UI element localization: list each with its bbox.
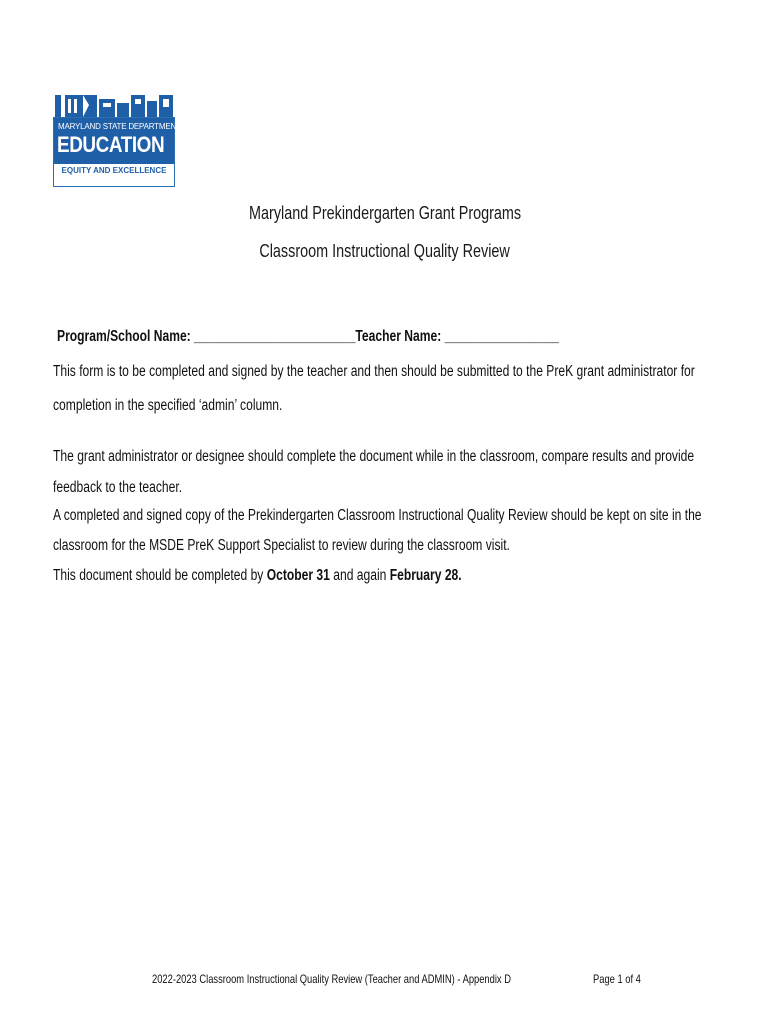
form-fields-row bbox=[57, 328, 700, 346]
logo-name: EDUCATION bbox=[57, 132, 165, 157]
title-line-2: Classroom Instructional Quality Review bbox=[259, 241, 511, 261]
teacher-name-field[interactable]: _________________ bbox=[444, 328, 559, 345]
deadline-middle: and again bbox=[329, 567, 390, 584]
paragraph-1-line-1: This form is to be completed and signed by the teacher and then should be submitted to the PreK grant administrator for bbox=[53, 363, 695, 380]
logo-box bbox=[53, 117, 194, 187]
paragraph-3-line-2: classroom for the MSDE PreK Support Specialist to review during the classroom visit. bbox=[53, 537, 510, 554]
msde-logo bbox=[53, 93, 194, 187]
paragraph-2-line-1: The grant administrator or designee should complete the document while in the classroom, compare results and provide bbox=[53, 448, 695, 465]
deadline-prefix: This document should be completed by bbox=[53, 567, 267, 584]
paragraph-1-line-2: completion in the specified ‘admin’ column. bbox=[53, 397, 283, 414]
program-name-field[interactable]: ________________________ bbox=[194, 328, 356, 345]
skyline-icon bbox=[53, 93, 175, 117]
footer-page-number: Page 1 of 4 bbox=[593, 972, 641, 986]
deadline-date-2: February 28. bbox=[389, 567, 462, 584]
deadline-sentence bbox=[53, 567, 577, 585]
paragraph-3-line-1: A completed and signed copy of the Prekindergarten Classroom Instructional Quality Review should be kept on site in the bbox=[53, 507, 702, 524]
footer-document-name: 2022-2023 Classroom Instructional Quality Review (Teacher and ADMIN) - Appendix D bbox=[152, 972, 511, 986]
paragraph-2-line-2: feedback to the teacher. bbox=[53, 479, 183, 496]
logo-tagline: EQUITY AND EXCELLENCE bbox=[61, 166, 167, 175]
logo-department: MARYLAND STATE DEPARTMENT OF bbox=[58, 122, 194, 131]
teacher-name-label: Teacher Name: bbox=[355, 328, 442, 345]
logo-blue-panel bbox=[54, 118, 194, 164]
deadline-date-1: October 31 bbox=[266, 567, 330, 584]
title-line-1: Maryland Prekindergarten Grant Programs bbox=[248, 203, 522, 223]
program-name-label: Program/School Name: bbox=[57, 328, 191, 345]
